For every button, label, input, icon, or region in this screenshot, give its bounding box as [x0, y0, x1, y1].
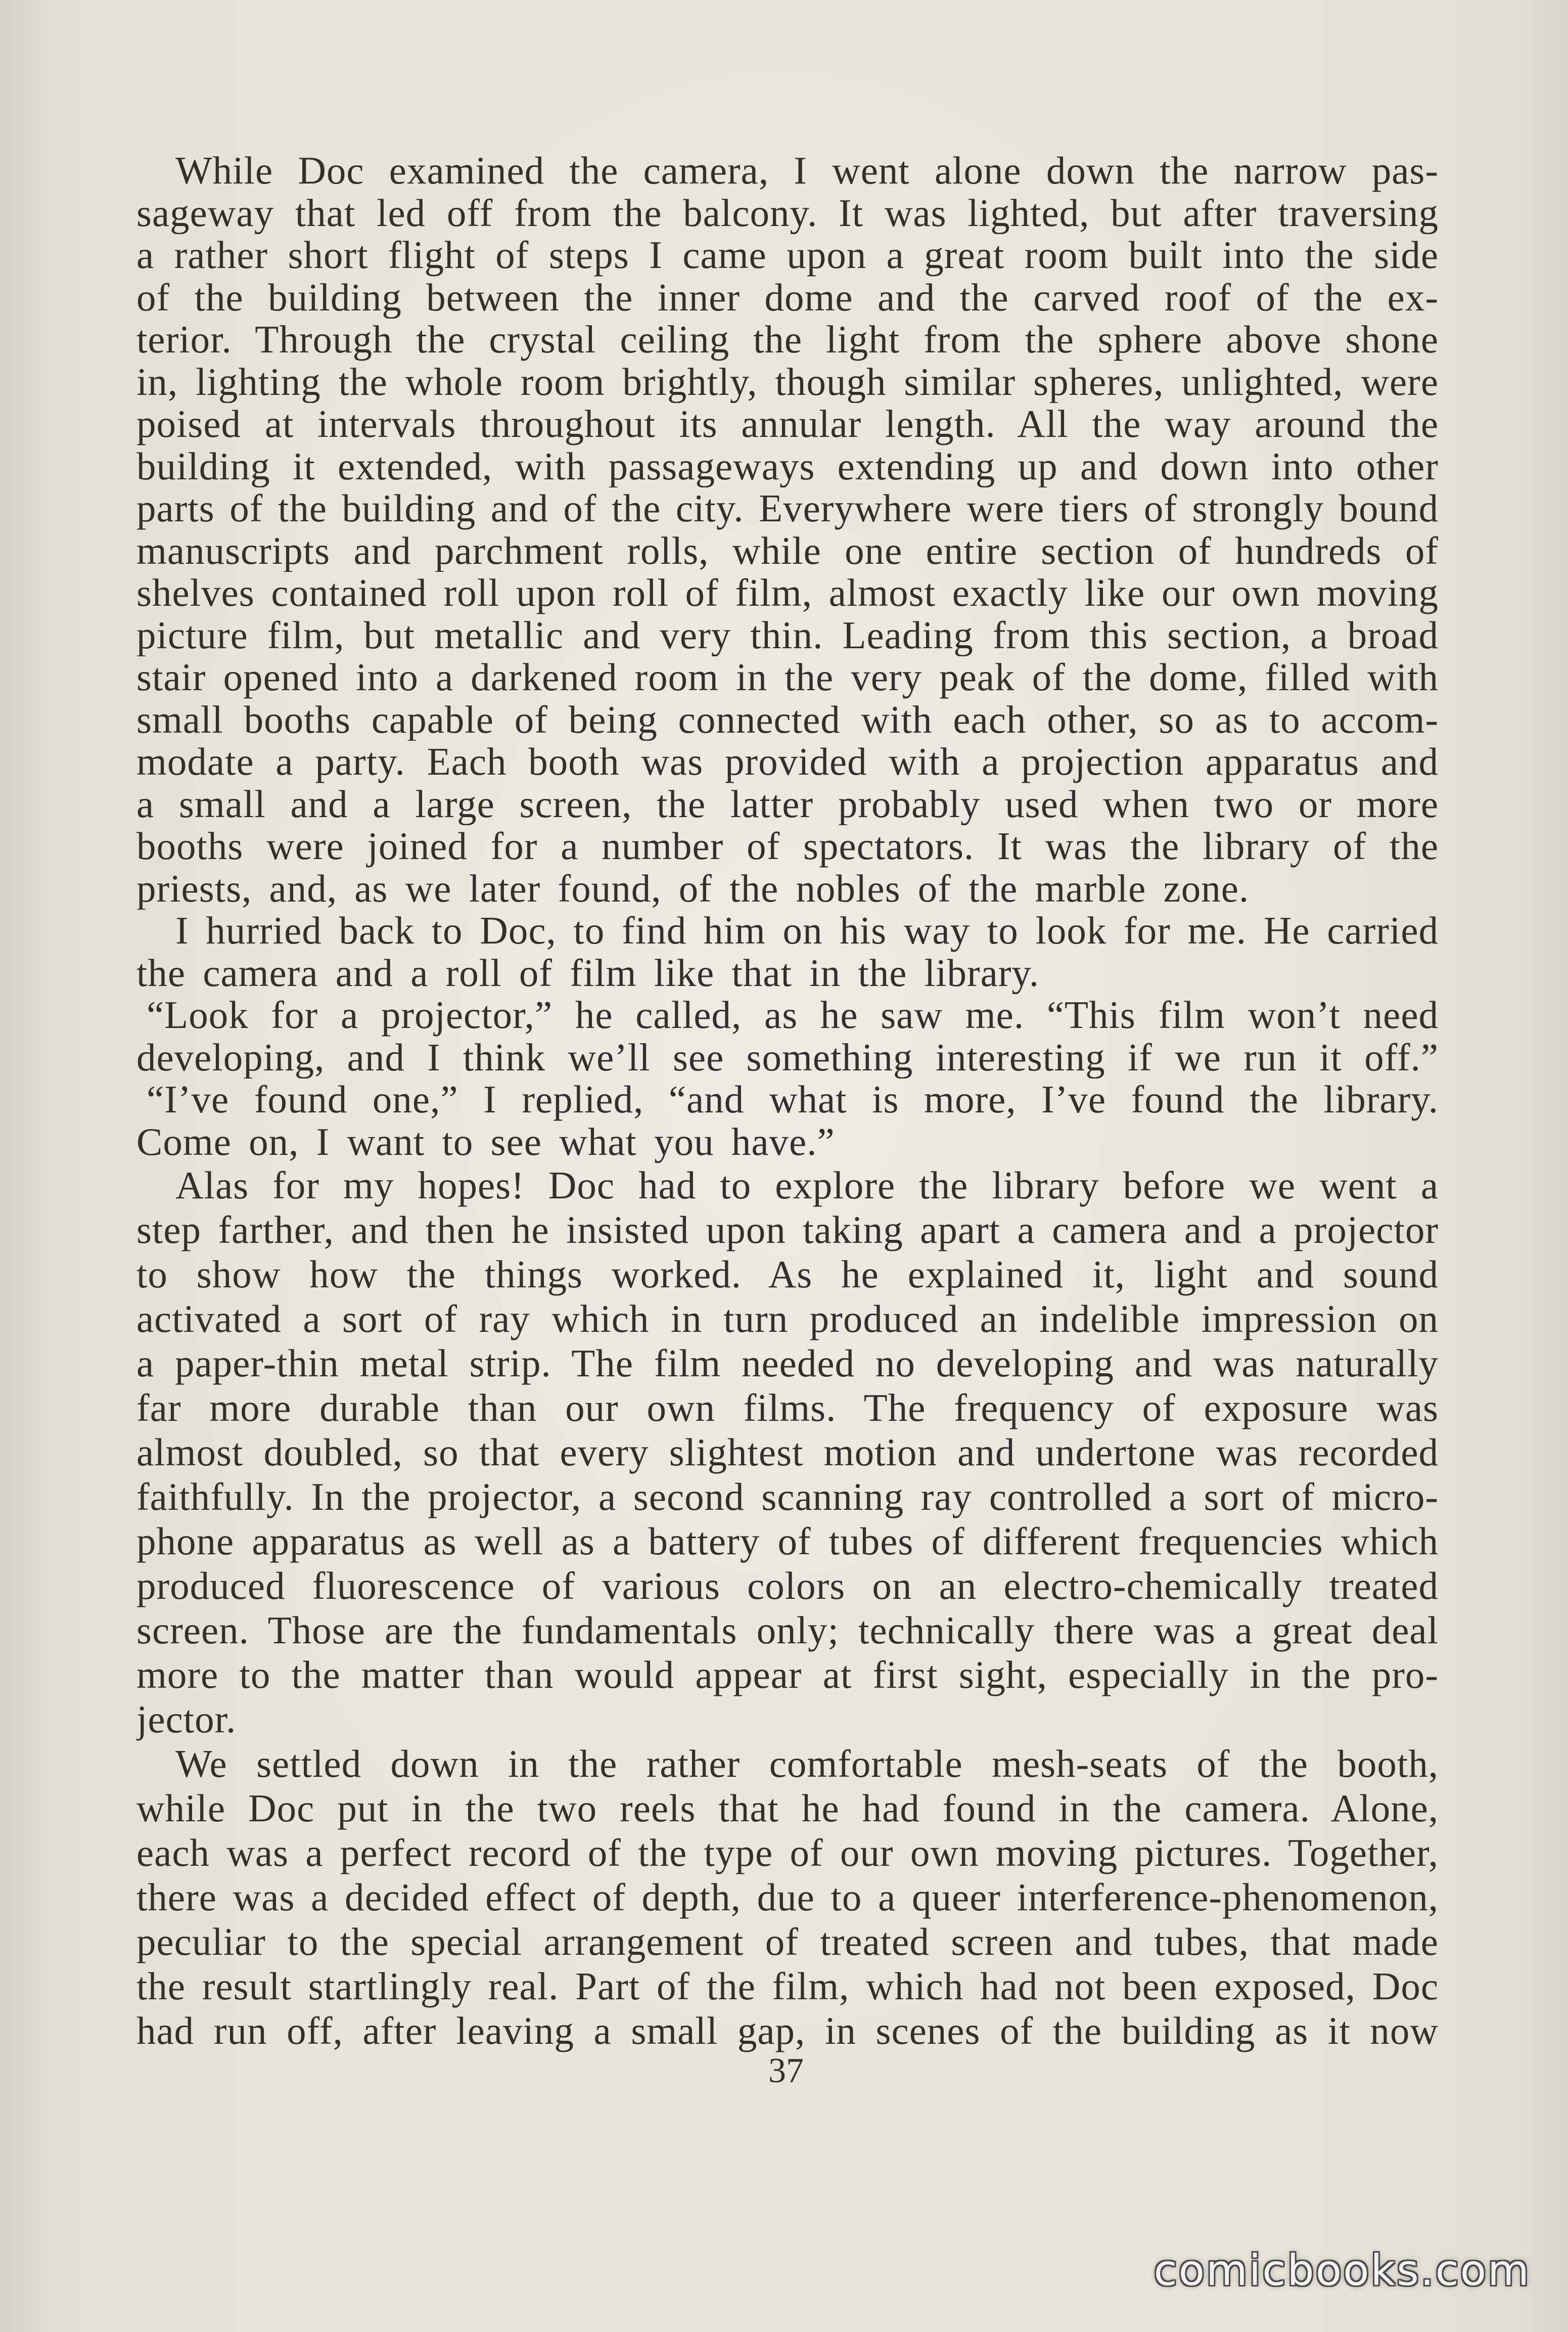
text-line: booths were joined for a number of spectators. It was the library of the	[136, 825, 1439, 868]
text-line: of the building between the inner dome and the carved roof of the ex-	[136, 276, 1439, 319]
text-line: picture film, but metallic and very thin. Leading from this section, a broad	[136, 614, 1439, 656]
text-line: “I’ve found one,” I replied, “and what is more, I’ve found the library.	[147, 1079, 1439, 1121]
text-line: to show how the things worked. As he explained it, light and sound	[136, 1252, 1439, 1296]
text-line: modate a party. Each booth was provided with a projection apparatus and	[136, 741, 1439, 783]
text-line: terior. Through the crystal ceiling the light from the sphere above shone	[136, 319, 1439, 361]
watermark: comicbooks.com	[1154, 2246, 1531, 2295]
text-line: activated a sort of ray which in turn produced an indelible impression on	[136, 1297, 1439, 1340]
text-line: while Doc put in the two reels that he had found in the camera. Alone,	[136, 1786, 1439, 1830]
text-line: produced fluorescence of various colors on an electro-chemically treated	[136, 1564, 1439, 1607]
text-line: stair opened into a darkened room in the very peak of the dome, filled with	[136, 656, 1439, 699]
text-line: priests, and, as we later found, of the nobles of the marble zone.	[136, 867, 1250, 910]
text-line: While Doc examined the camera, I went alone down the narrow pas-	[175, 150, 1439, 192]
text-line: “Look for a projector,” he called, as he saw me. “This film won’t need	[147, 994, 1439, 1037]
text-line: small booths capable of being connected with each other, so as to accom-	[136, 698, 1439, 741]
text-line: Alas for my hopes! Doc had to explore the library before we went a	[175, 1163, 1439, 1207]
text-line: a rather short flight of steps I came upon a great room built into the side	[136, 234, 1439, 277]
text-line: phone apparatus as well as a battery of tubes of different frequencies which	[136, 1519, 1439, 1563]
paragraph	[136, 1741, 1439, 2053]
paragraph	[136, 1163, 1439, 1741]
text-line: more to the matter than would appear at first sight, especially in the pro-	[136, 1653, 1439, 1696]
paragraph	[136, 910, 1439, 994]
text-line: peculiar to the special arrangement of treated screen and tubes, that made	[136, 1920, 1439, 1963]
text-line: Come on, I want to see what you have.”	[136, 1120, 835, 1163]
text-line: had run off, after leaving a small gap, in scenes of the building as it now	[136, 2009, 1439, 2052]
text-line: We settled down in the rather comfortable mesh-seats of the booth,	[175, 1742, 1439, 1785]
text-line: each was a perfect record of the type of our own moving pictures. Together,	[136, 1831, 1439, 1874]
text-line: the camera and a roll of film like that in the library.	[136, 952, 1040, 994]
paragraph	[136, 1079, 1439, 1163]
text-line: I hurried back to Doc, to find him on his way to look for me. He carried	[175, 910, 1439, 952]
paragraph	[136, 994, 1439, 1079]
text-line: manuscripts and parchment rolls, while one entire section of hundreds of	[136, 529, 1439, 572]
text-line: a paper-thin metal strip. The film needed no developing and was naturally	[136, 1341, 1439, 1385]
text-line: step farther, and then he insisted upon taking apart a camera and a projector	[136, 1208, 1439, 1251]
text-line: jector.	[136, 1697, 237, 1741]
text-line: in, lighting the whole room brightly, though similar spheres, unlighted, were	[136, 361, 1439, 403]
text-line: far more durable than our own films. The frequency of exposure was	[136, 1386, 1439, 1429]
text-line: screen. Those are the fundamentals only; technically there was a great deal	[136, 1608, 1439, 1652]
text-line: almost doubled, so that every slightest motion and undertone was recorded	[136, 1430, 1439, 1474]
text-line: shelves contained roll upon roll of film, almost exactly like our own moving	[136, 572, 1439, 614]
text-line: developing, and I think we’ll see something interesting if we run it off.”	[136, 1036, 1439, 1079]
text-line: there was a decided effect of depth, due to a queer interference-phenomenon,	[136, 1875, 1439, 1919]
text-line: faithfully. In the projector, a second scanning ray controlled a sort of micro-	[136, 1475, 1439, 1518]
text-line: the result startlingly real. Part of the film, which had not been exposed, Doc	[136, 1964, 1439, 2008]
page-body	[136, 150, 1439, 2053]
page-number: 37	[768, 2051, 804, 2090]
text-line: building it extended, with passageways extending up and down into other	[136, 445, 1439, 487]
text-line: poised at intervals throughout its annular length. All the way around the	[136, 403, 1439, 445]
paragraph	[136, 150, 1439, 910]
text-line: parts of the building and of the city. Everywhere were tiers of strongly bound	[136, 487, 1439, 530]
text-line: sageway that led off from the balcony. It was lighted, but after traversing	[136, 192, 1439, 234]
text-line: a small and a large screen, the latter probably used when two or more	[136, 783, 1439, 825]
